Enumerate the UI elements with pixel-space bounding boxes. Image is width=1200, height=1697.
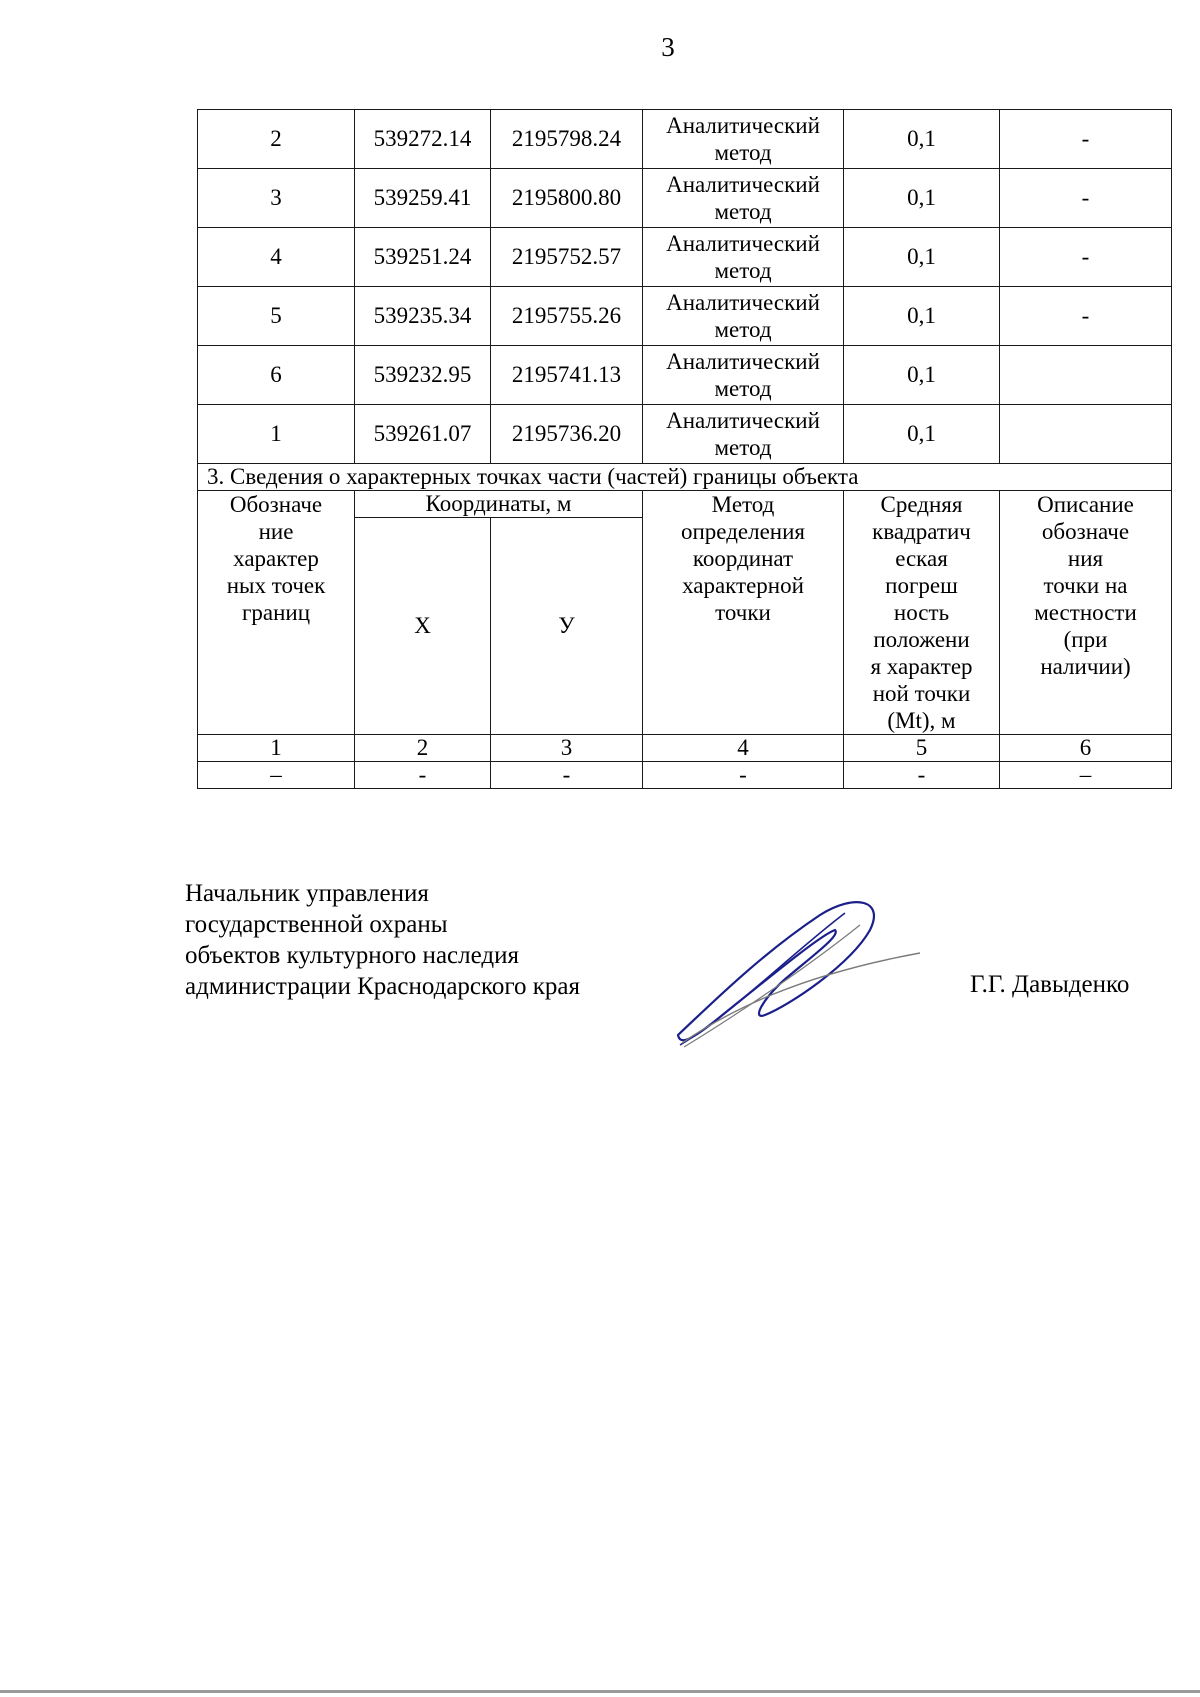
signer-position-line: администрации Краснодарского края <box>185 973 581 1000</box>
header-description-line: Описание <box>1037 492 1134 517</box>
x-cell: 539261.07 <box>355 405 491 464</box>
method-line: Аналитический <box>666 290 820 315</box>
header-error-line: Средняя <box>880 492 963 517</box>
header-method-line: координат <box>692 546 794 571</box>
header-error-line: (Mt), м <box>887 708 956 733</box>
section-3-title-row <box>198 464 1172 491</box>
header-designation <box>198 491 355 735</box>
column-number: 5 <box>844 735 1000 762</box>
error-cell: 0,1 <box>844 110 1000 169</box>
header-description <box>1000 491 1172 735</box>
header-method-line: характерной <box>682 573 804 598</box>
header-designation-line: ных точек <box>226 573 326 598</box>
header-error-line: ность <box>893 600 950 625</box>
page-bottom-rule <box>0 1690 1200 1693</box>
x-cell: 539251.24 <box>355 228 491 287</box>
column-number: 3 <box>491 735 643 762</box>
header-error-line: положени <box>873 627 970 652</box>
point-cell: 4 <box>198 228 355 287</box>
method-line: Аналитический <box>666 408 820 433</box>
coordinate-row <box>198 228 1172 287</box>
x-cell: 539232.95 <box>355 346 491 405</box>
header-description-line: обозначе <box>1041 519 1130 544</box>
page-number: 3 <box>661 32 675 62</box>
coordinate-row <box>198 169 1172 228</box>
method-line: Аналитический <box>666 113 820 138</box>
header-description-line: наличии) <box>1040 654 1131 679</box>
method-line: Аналитический <box>666 172 820 197</box>
error-cell: 0,1 <box>844 287 1000 346</box>
coordinate-row <box>198 110 1172 169</box>
header-description-line: точки на <box>1043 573 1128 598</box>
header-designation-line: характер <box>233 546 319 571</box>
method-cell <box>643 110 844 169</box>
empty-cell: - <box>355 762 491 789</box>
header-error-line: ной точки <box>872 681 971 706</box>
empty-cell: - <box>643 762 844 789</box>
point-cell: 6 <box>198 346 355 405</box>
y-cell: 2195736.20 <box>491 405 643 464</box>
column-number: 2 <box>355 735 491 762</box>
y-cell: 2195798.24 <box>491 110 643 169</box>
section-3-title: 3. Сведения о характерных точках части (частей) границы объекта <box>198 464 1172 491</box>
header-method-line: точки <box>715 600 771 625</box>
empty-cell: - <box>491 762 643 789</box>
method-cell <box>643 169 844 228</box>
description-cell: - <box>1000 110 1172 169</box>
column-number: 1 <box>198 735 355 762</box>
x-cell: 539259.41 <box>355 169 491 228</box>
header-y: У <box>491 518 643 735</box>
coordinates-table <box>197 109 1172 789</box>
header-designation-line: ние <box>258 519 294 544</box>
empty-cell: – <box>1000 762 1172 789</box>
coordinates-table-body <box>198 110 1172 789</box>
description-cell: - <box>1000 287 1172 346</box>
signer-name: Г.Г. Давыденко <box>970 971 1130 998</box>
header-error-line: еская <box>895 546 948 571</box>
method-cell <box>643 405 844 464</box>
header-description-line: (при <box>1063 627 1108 652</box>
description-cell: - <box>1000 169 1172 228</box>
header-description-line: местности <box>1034 600 1137 625</box>
coordinate-row <box>198 405 1172 464</box>
column-numbers-row <box>198 735 1172 762</box>
signer-position-line: Начальник управления <box>185 880 429 907</box>
error-cell: 0,1 <box>844 228 1000 287</box>
y-cell: 2195741.13 <box>491 346 643 405</box>
method-cell <box>643 346 844 405</box>
header-coordinates: Координаты, м <box>355 491 643 518</box>
section-3-header-row <box>198 491 1172 518</box>
method-line: Аналитический <box>666 349 820 374</box>
error-cell: 0,1 <box>844 405 1000 464</box>
handwritten-signature <box>670 895 930 1055</box>
header-error <box>844 491 1000 735</box>
signer-position-line: государственной охраны <box>185 911 448 938</box>
coordinate-row <box>198 287 1172 346</box>
header-method-line: Метод <box>711 492 775 517</box>
error-cell: 0,1 <box>844 169 1000 228</box>
x-cell: 539235.34 <box>355 287 491 346</box>
column-number: 4 <box>643 735 844 762</box>
header-description-line: ния <box>1067 546 1104 571</box>
error-cell: 0,1 <box>844 346 1000 405</box>
signer-position-line: объектов культурного наследия <box>185 942 519 969</box>
method-line: метод <box>714 317 772 342</box>
header-error-line: квадратич <box>872 519 971 544</box>
coordinate-row <box>198 346 1172 405</box>
header-error-line: погреш <box>885 573 958 598</box>
column-number: 6 <box>1000 735 1172 762</box>
signer-position <box>185 878 580 1002</box>
method-cell <box>643 287 844 346</box>
point-cell: 1 <box>198 405 355 464</box>
method-line: метод <box>714 140 772 165</box>
empty-cell: – <box>198 762 355 789</box>
header-x: X <box>355 518 491 735</box>
point-cell: 5 <box>198 287 355 346</box>
method-line: метод <box>714 199 772 224</box>
method-line: Аналитический <box>666 231 820 256</box>
method-line: метод <box>714 376 772 401</box>
y-cell: 2195755.26 <box>491 287 643 346</box>
description-cell: - <box>1000 228 1172 287</box>
header-method <box>643 491 844 735</box>
y-cell: 2195752.57 <box>491 228 643 287</box>
x-cell: 539272.14 <box>355 110 491 169</box>
header-designation-line: границ <box>241 600 311 625</box>
header-method-line: определения <box>680 519 805 544</box>
point-cell: 2 <box>198 110 355 169</box>
point-cell: 3 <box>198 169 355 228</box>
header-error-line: я характер <box>870 654 973 679</box>
description-cell <box>1000 346 1172 405</box>
description-cell <box>1000 405 1172 464</box>
empty-data-row <box>198 762 1172 789</box>
header-designation-line: Обозначе <box>229 492 323 517</box>
method-cell <box>643 228 844 287</box>
method-line: метод <box>714 258 772 283</box>
method-line: метод <box>714 435 772 460</box>
y-cell: 2195800.80 <box>491 169 643 228</box>
empty-cell: - <box>844 762 1000 789</box>
